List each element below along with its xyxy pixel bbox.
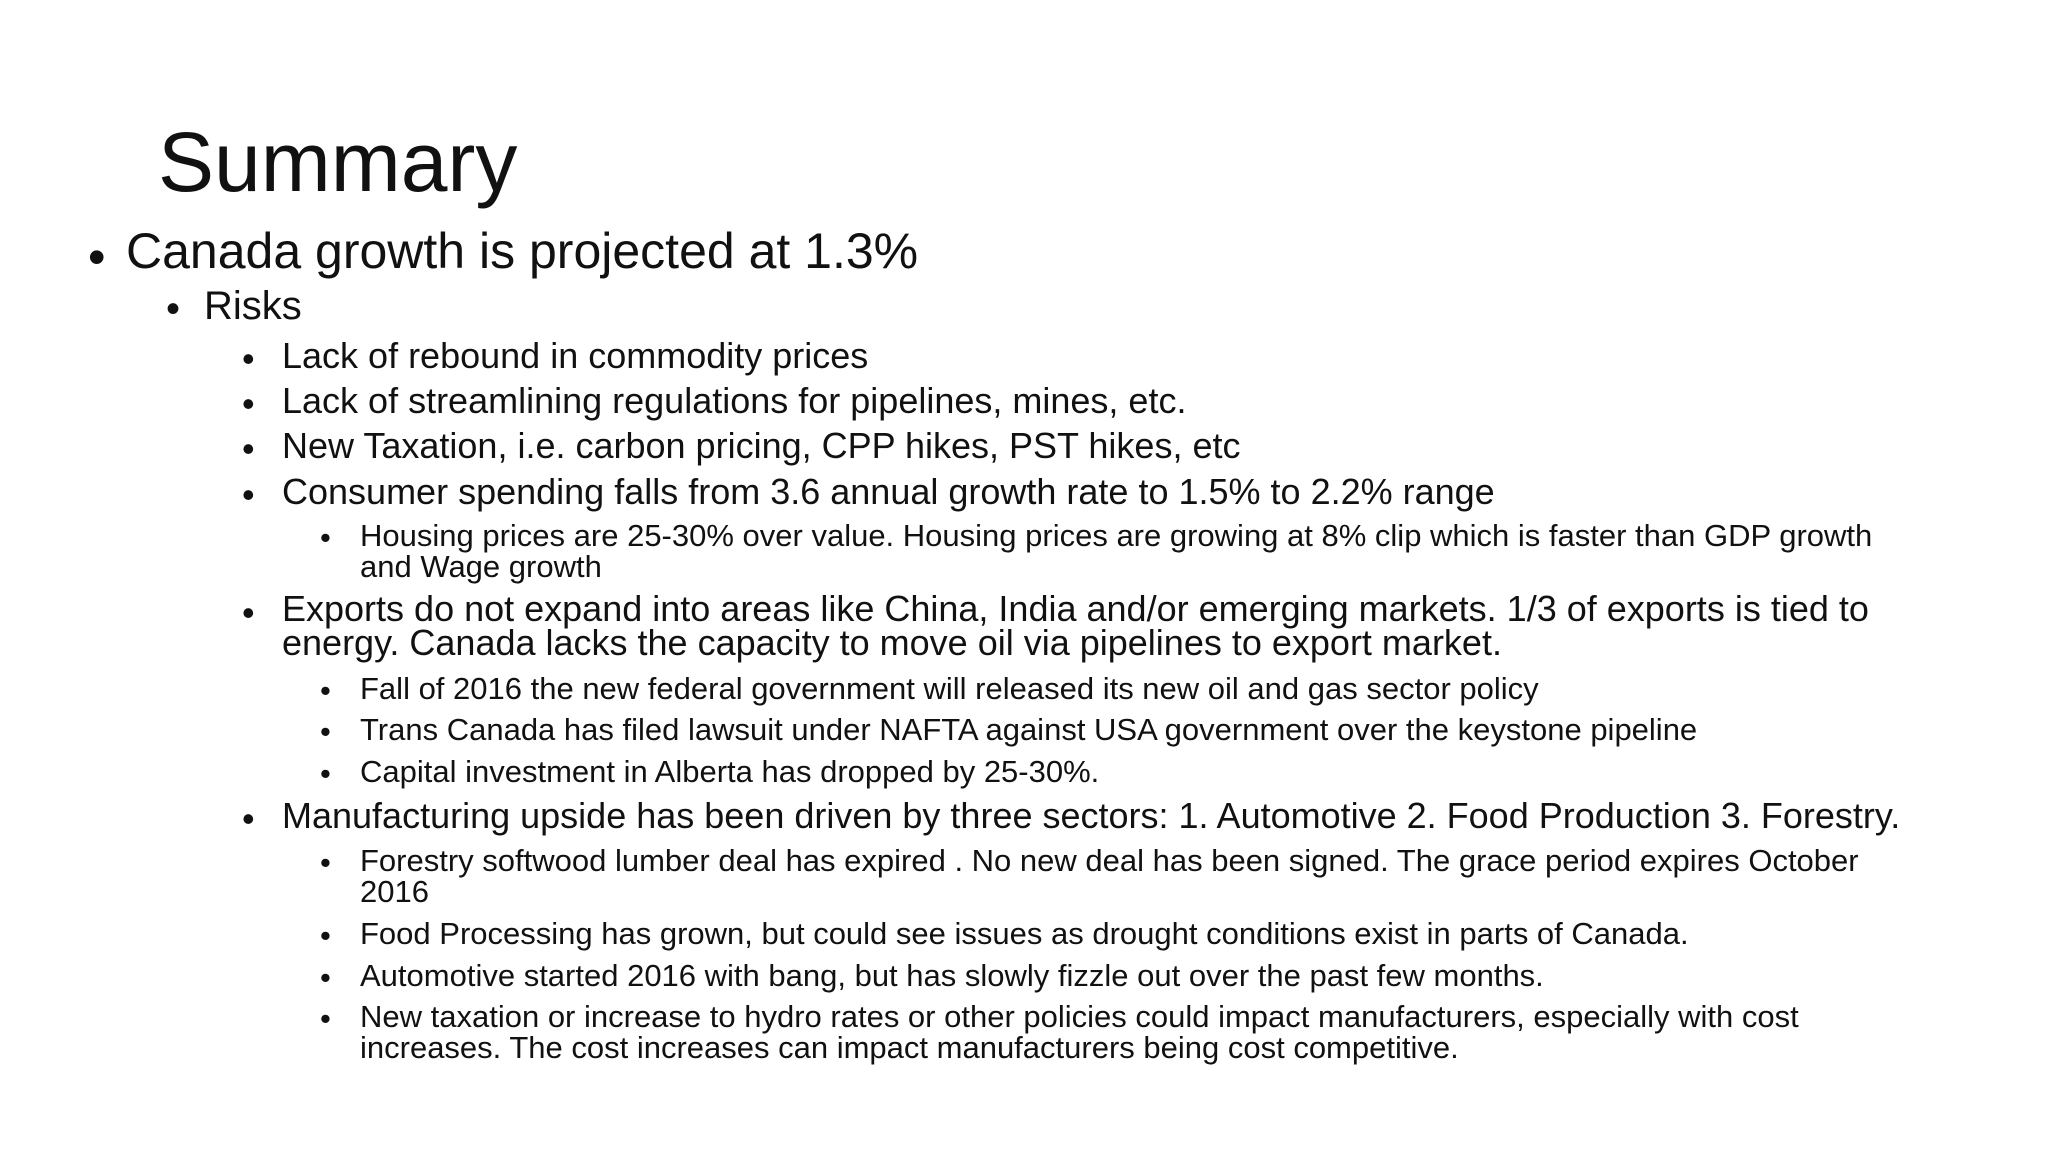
bullet-item-line: Housing prices are 25-30% over value. Housing prices are growing at 8% clip which is faster than GDP growth [360,518,1873,553]
bullet-item-level4: Automotive started 2016 with bang, but has slowly fizzle out over the past few months. [360,958,1544,993]
slide-title: Summary [158,115,518,209]
bullet-icon: • [320,756,331,791]
bullet-icon: • [88,229,106,285]
bullet-item-line: energy. Canada lacks the capacity to move oil via pipelines to export market. [282,622,1502,663]
bullet-item-level3: Consumer spending falls from 3.6 annual growth rate to 1.5% to 2.2% range [282,471,1495,512]
bullet-item-level4 [360,1001,1799,1063]
bullet-item-level4 [360,845,1859,907]
bullet-item-level4: Capital investment in Alberta has dropped by 25-30%. [360,754,1100,789]
bullet-icon: • [320,960,331,995]
bullet-item-line: New taxation or increase to hydro rates or other policies could impact manufacturers, especially with cost [360,999,1799,1034]
bullet-item-level4: Food Processing has grown, but could see issues as drought conditions exist in parts of Canada. [360,916,1689,951]
bullet-item-level4 [360,520,1872,582]
bullet-icon: • [166,287,181,331]
bullet-item-level4: Fall of 2016 the new federal government will released its new oil and gas sector policy [360,671,1539,706]
bullet-item-line: 2016 [360,874,429,909]
bullet-icon: • [242,338,255,379]
bullet-icon: • [320,918,331,953]
bullet-item-level3: Lack of streamlining regulations for pipelines, mines, etc. [282,380,1187,421]
bullet-icon: • [242,592,255,633]
bullet-item-line: Forestry softwood lumber deal has expired . No new deal has been signed. The grace period expires October [360,843,1859,878]
bullet-icon: • [242,383,255,424]
bullet-icon: • [242,474,255,515]
bullet-icon: • [320,714,331,749]
bullet-item-level4: Trans Canada has filed lawsuit under NAFTA against USA government over the keystone pipeline [360,712,1698,747]
bullet-item-level3: Manufacturing upside has been driven by three sectors: 1. Automotive 2. Food Production 3. Forestry. [282,795,1901,836]
bullet-icon: • [242,428,255,469]
bullet-icon: • [242,798,255,839]
bullet-item-line: and Wage growth [360,549,602,584]
bullet-icon: • [320,673,331,708]
bullet-item-level2: Risks [204,284,302,328]
bullet-icon: • [320,1001,331,1036]
bullet-item-level3 [282,588,1869,663]
bullet-icon: • [320,845,331,880]
bullet-item-line: Exports do not expand into areas like China, India and/or emerging markets. 1/3 of exports is tied to [282,588,1869,629]
bullet-item-level1: Canada growth is projected at 1.3% [126,223,919,279]
bullet-item-level3: Lack of rebound in commodity prices [282,335,869,376]
bullet-item-level3: New Taxation, i.e. carbon pricing, CPP hikes, PST hikes, etc [282,425,1241,466]
bullet-icon: • [320,520,331,555]
bullet-item-line: increases. The cost increases can impact manufacturers being cost competitive. [360,1030,1459,1065]
